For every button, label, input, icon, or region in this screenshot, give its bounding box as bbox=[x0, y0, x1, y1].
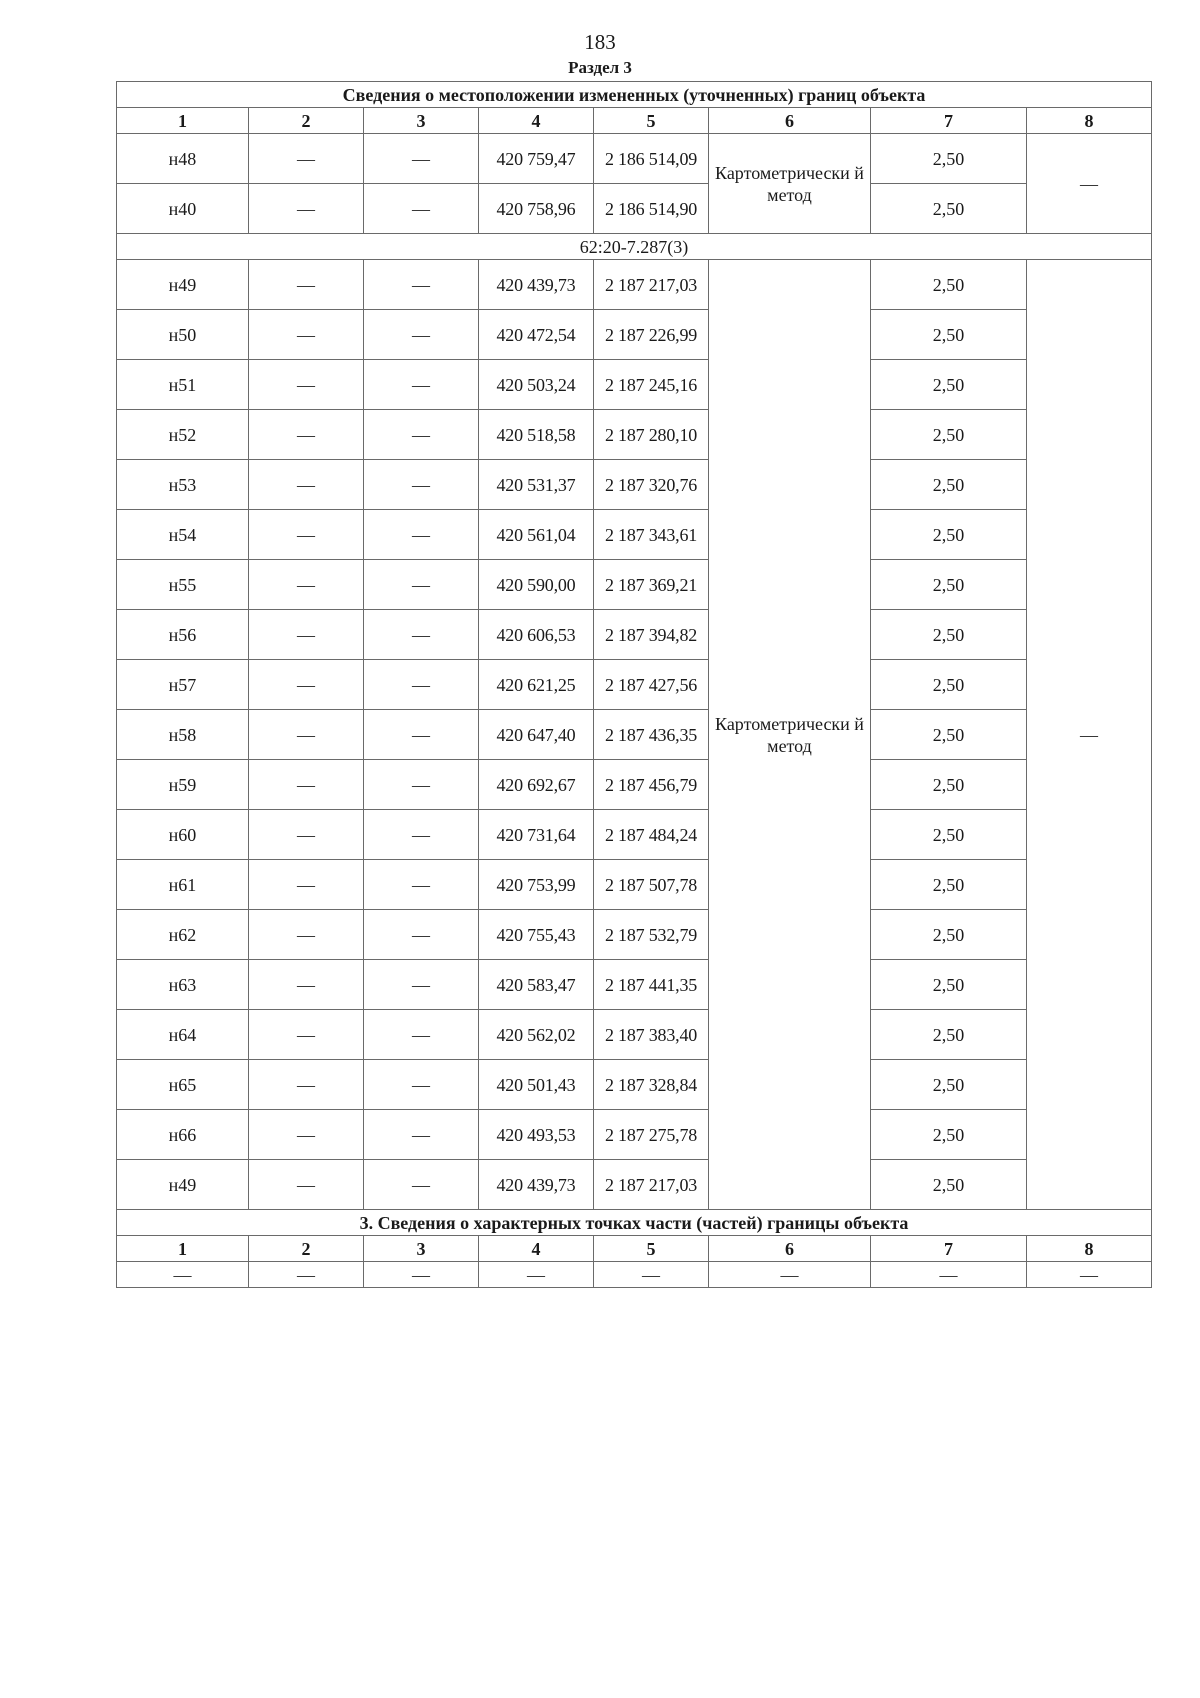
dash-cell: — bbox=[364, 860, 479, 910]
dash-cell: — bbox=[249, 1160, 364, 1210]
y-coordinate: 2 187 484,24 bbox=[594, 810, 709, 860]
table-row bbox=[117, 1060, 1152, 1110]
table-caption: Сведения о местоположении измененных (уточненных) границ объекта bbox=[117, 82, 1152, 108]
accuracy-value: 2,50 bbox=[871, 610, 1027, 660]
part-column-header-2: 2 bbox=[249, 1236, 364, 1262]
column-header-7: 7 bbox=[871, 108, 1027, 134]
y-coordinate: 2 186 514,09 bbox=[594, 134, 709, 184]
dash-cell: — bbox=[364, 1110, 479, 1160]
dash-cell: — bbox=[249, 310, 364, 360]
dash-cell: — bbox=[594, 1262, 709, 1288]
y-coordinate: 2 186 514,90 bbox=[594, 184, 709, 234]
accuracy-value: 2,50 bbox=[871, 410, 1027, 460]
dash-cell: — bbox=[364, 410, 479, 460]
dash-cell: — bbox=[249, 1110, 364, 1160]
accuracy-value: 2,50 bbox=[871, 310, 1027, 360]
x-coordinate: 420 621,25 bbox=[479, 660, 594, 710]
column-header-4: 4 bbox=[479, 108, 594, 134]
y-coordinate: 2 187 217,03 bbox=[594, 260, 709, 310]
table-row bbox=[117, 810, 1152, 860]
dash-cell: — bbox=[364, 134, 479, 184]
dash-cell: — bbox=[249, 860, 364, 910]
accuracy-value: 2,50 bbox=[871, 860, 1027, 910]
y-coordinate: 2 187 507,78 bbox=[594, 860, 709, 910]
point-name: н63 bbox=[117, 960, 249, 1010]
x-coordinate: 420 439,73 bbox=[479, 260, 594, 310]
dash-cell: — bbox=[1027, 1262, 1152, 1288]
column-header-row bbox=[117, 108, 1152, 134]
y-coordinate: 2 187 245,16 bbox=[594, 360, 709, 410]
part-column-header-8: 8 bbox=[1027, 1236, 1152, 1262]
y-coordinate: 2 187 320,76 bbox=[594, 460, 709, 510]
x-coordinate: 420 692,67 bbox=[479, 760, 594, 810]
y-coordinate: 2 187 394,82 bbox=[594, 610, 709, 660]
dash-cell: — bbox=[117, 1262, 249, 1288]
point-name: н53 bbox=[117, 460, 249, 510]
column-header-2: 2 bbox=[249, 108, 364, 134]
table-row bbox=[117, 260, 1152, 310]
page-number: 183 bbox=[584, 30, 616, 54]
x-coordinate: 420 731,64 bbox=[479, 810, 594, 860]
x-coordinate: 420 583,47 bbox=[479, 960, 594, 1010]
method-cell: Картометрически й метод bbox=[709, 260, 871, 1210]
column-header-1: 1 bbox=[117, 108, 249, 134]
y-coordinate: 2 187 280,10 bbox=[594, 410, 709, 460]
dash-cell: — bbox=[249, 510, 364, 560]
x-coordinate: 420 647,40 bbox=[479, 710, 594, 760]
table-row bbox=[117, 760, 1152, 810]
dash-cell: — bbox=[249, 760, 364, 810]
dash-cell: — bbox=[249, 184, 364, 234]
table-row bbox=[117, 1110, 1152, 1160]
accuracy-value: 2,50 bbox=[871, 710, 1027, 760]
accuracy-value: 2,50 bbox=[871, 1160, 1027, 1210]
table-row bbox=[117, 460, 1152, 510]
y-coordinate: 2 187 532,79 bbox=[594, 910, 709, 960]
table-row bbox=[117, 134, 1152, 184]
point-name: н61 bbox=[117, 860, 249, 910]
point-name: н58 bbox=[117, 710, 249, 760]
accuracy-value: 2,50 bbox=[871, 1110, 1027, 1160]
accuracy-value: 2,50 bbox=[871, 660, 1027, 710]
y-coordinate: 2 187 383,40 bbox=[594, 1010, 709, 1060]
table-caption-row bbox=[117, 82, 1152, 108]
point-name: н49 bbox=[117, 1160, 249, 1210]
dash-cell: — bbox=[364, 710, 479, 760]
y-coordinate: 2 187 427,56 bbox=[594, 660, 709, 710]
dash-cell: — bbox=[709, 1262, 871, 1288]
part-header-row bbox=[117, 1236, 1152, 1262]
table-row bbox=[117, 910, 1152, 960]
table-row bbox=[117, 860, 1152, 910]
accuracy-value: 2,50 bbox=[871, 560, 1027, 610]
dash-cell: — bbox=[364, 184, 479, 234]
y-coordinate: 2 187 226,99 bbox=[594, 310, 709, 360]
column-header-5: 5 bbox=[594, 108, 709, 134]
part-caption: 3. Сведения о характерных точках части (частей) границы объекта bbox=[117, 1210, 1152, 1236]
dash-cell: — bbox=[364, 1160, 479, 1210]
dash-cell: — bbox=[364, 510, 479, 560]
table-row bbox=[117, 184, 1152, 234]
point-name: н48 bbox=[117, 134, 249, 184]
x-coordinate: 420 518,58 bbox=[479, 410, 594, 460]
x-coordinate: 420 758,96 bbox=[479, 184, 594, 234]
accuracy-value: 2,50 bbox=[871, 810, 1027, 860]
dash-cell: — bbox=[364, 1010, 479, 1060]
dash-cell: — bbox=[364, 1060, 479, 1110]
part-column-header-4: 4 bbox=[479, 1236, 594, 1262]
x-coordinate: 420 472,54 bbox=[479, 310, 594, 360]
accuracy-value: 2,50 bbox=[871, 260, 1027, 310]
dash-cell: — bbox=[364, 760, 479, 810]
accuracy-value: 2,50 bbox=[871, 760, 1027, 810]
table-row bbox=[117, 610, 1152, 660]
point-name: н60 bbox=[117, 810, 249, 860]
x-coordinate: 420 561,04 bbox=[479, 510, 594, 560]
dash-cell: — bbox=[364, 260, 479, 310]
dash-cell: — bbox=[249, 460, 364, 510]
dash-cell: — bbox=[364, 910, 479, 960]
dash-cell: — bbox=[249, 560, 364, 610]
dash-cell: — bbox=[249, 410, 364, 460]
dash-cell: — bbox=[364, 360, 479, 410]
x-coordinate: 420 503,24 bbox=[479, 360, 594, 410]
point-name: н54 bbox=[117, 510, 249, 560]
x-coordinate: 420 590,00 bbox=[479, 560, 594, 610]
section-title: Раздел 3 bbox=[568, 58, 632, 77]
accuracy-value: 2,50 bbox=[871, 1010, 1027, 1060]
x-coordinate: 420 753,99 bbox=[479, 860, 594, 910]
dash-cell: — bbox=[871, 1262, 1027, 1288]
accuracy-value: 2,50 bbox=[871, 460, 1027, 510]
dash-cell: — bbox=[249, 660, 364, 710]
y-coordinate: 2 187 217,03 bbox=[594, 1160, 709, 1210]
dash-cell: — bbox=[249, 134, 364, 184]
part-column-header-1: 1 bbox=[117, 1236, 249, 1262]
parcel-id: 62:20-7.287(3) bbox=[117, 234, 1152, 260]
dash-cell: — bbox=[249, 260, 364, 310]
x-coordinate: 420 755,43 bbox=[479, 910, 594, 960]
x-coordinate: 420 531,37 bbox=[479, 460, 594, 510]
dash-cell: — bbox=[364, 810, 479, 860]
table-row bbox=[117, 560, 1152, 610]
point-name: н64 bbox=[117, 1010, 249, 1060]
y-coordinate: 2 187 275,78 bbox=[594, 1110, 709, 1160]
x-coordinate: 420 606,53 bbox=[479, 610, 594, 660]
point-name: н55 bbox=[117, 560, 249, 610]
table-row bbox=[117, 1010, 1152, 1060]
column-header-8: 8 bbox=[1027, 108, 1152, 134]
point-name: н59 bbox=[117, 760, 249, 810]
accuracy-value: 2,50 bbox=[871, 910, 1027, 960]
accuracy-value: 2,50 bbox=[871, 510, 1027, 560]
accuracy-value: 2,50 bbox=[871, 360, 1027, 410]
y-coordinate: 2 187 441,35 bbox=[594, 960, 709, 1010]
part-column-header-7: 7 bbox=[871, 1236, 1027, 1262]
accuracy-value: 2,50 bbox=[871, 134, 1027, 184]
x-coordinate: 420 439,73 bbox=[479, 1160, 594, 1210]
table-row bbox=[117, 660, 1152, 710]
x-coordinate: 420 759,47 bbox=[479, 134, 594, 184]
table-row bbox=[117, 410, 1152, 460]
table-row bbox=[117, 310, 1152, 360]
y-coordinate: 2 187 343,61 bbox=[594, 510, 709, 560]
point-name: н51 bbox=[117, 360, 249, 410]
part-caption-row bbox=[117, 1210, 1152, 1236]
y-coordinate: 2 187 328,84 bbox=[594, 1060, 709, 1110]
accuracy-value: 2,50 bbox=[871, 960, 1027, 1010]
part-column-header-3: 3 bbox=[364, 1236, 479, 1262]
dash-cell: — bbox=[249, 610, 364, 660]
table-row bbox=[117, 1160, 1152, 1210]
dash-cell: — bbox=[1027, 260, 1152, 1210]
point-name: н52 bbox=[117, 410, 249, 460]
table-row bbox=[117, 710, 1152, 760]
x-coordinate: 420 501,43 bbox=[479, 1060, 594, 1110]
dash-cell: — bbox=[364, 960, 479, 1010]
dash-cell: — bbox=[479, 1262, 594, 1288]
column-header-6: 6 bbox=[709, 108, 871, 134]
part-column-header-6: 6 bbox=[709, 1236, 871, 1262]
point-name: н40 bbox=[117, 184, 249, 234]
dash-cell: — bbox=[364, 310, 479, 360]
x-coordinate: 420 562,02 bbox=[479, 1010, 594, 1060]
dash-cell: — bbox=[364, 560, 479, 610]
dash-cell: — bbox=[249, 710, 364, 760]
dash-cell: — bbox=[249, 1060, 364, 1110]
dash-cell: — bbox=[249, 810, 364, 860]
column-header-3: 3 bbox=[364, 108, 479, 134]
table-row bbox=[117, 360, 1152, 410]
point-name: н65 bbox=[117, 1060, 249, 1110]
point-name: н50 bbox=[117, 310, 249, 360]
accuracy-value: 2,50 bbox=[871, 184, 1027, 234]
dash-cell: — bbox=[249, 1262, 364, 1288]
point-name: н62 bbox=[117, 910, 249, 960]
dash-cell: — bbox=[249, 910, 364, 960]
point-name: н49 bbox=[117, 260, 249, 310]
part-column-header-5: 5 bbox=[594, 1236, 709, 1262]
y-coordinate: 2 187 456,79 bbox=[594, 760, 709, 810]
point-name: н66 bbox=[117, 1110, 249, 1160]
dash-cell: — bbox=[364, 1262, 479, 1288]
point-name: н57 bbox=[117, 660, 249, 710]
point-name: н56 bbox=[117, 610, 249, 660]
dash-cell: — bbox=[1027, 134, 1152, 234]
dash-cell: — bbox=[364, 460, 479, 510]
dash-cell: — bbox=[249, 960, 364, 1010]
dash-cell: — bbox=[249, 1010, 364, 1060]
boundary-coordinates-table bbox=[116, 81, 1152, 1288]
y-coordinate: 2 187 369,21 bbox=[594, 560, 709, 610]
x-coordinate: 420 493,53 bbox=[479, 1110, 594, 1160]
dash-cell: — bbox=[364, 660, 479, 710]
y-coordinate: 2 187 436,35 bbox=[594, 710, 709, 760]
dash-cell: — bbox=[364, 610, 479, 660]
method-cell: Картометрически й метод bbox=[709, 134, 871, 234]
parcel-id-row bbox=[117, 234, 1152, 260]
table-row bbox=[117, 510, 1152, 560]
accuracy-value: 2,50 bbox=[871, 1060, 1027, 1110]
table-row bbox=[117, 960, 1152, 1010]
part-empty-row bbox=[117, 1262, 1152, 1288]
dash-cell: — bbox=[249, 360, 364, 410]
